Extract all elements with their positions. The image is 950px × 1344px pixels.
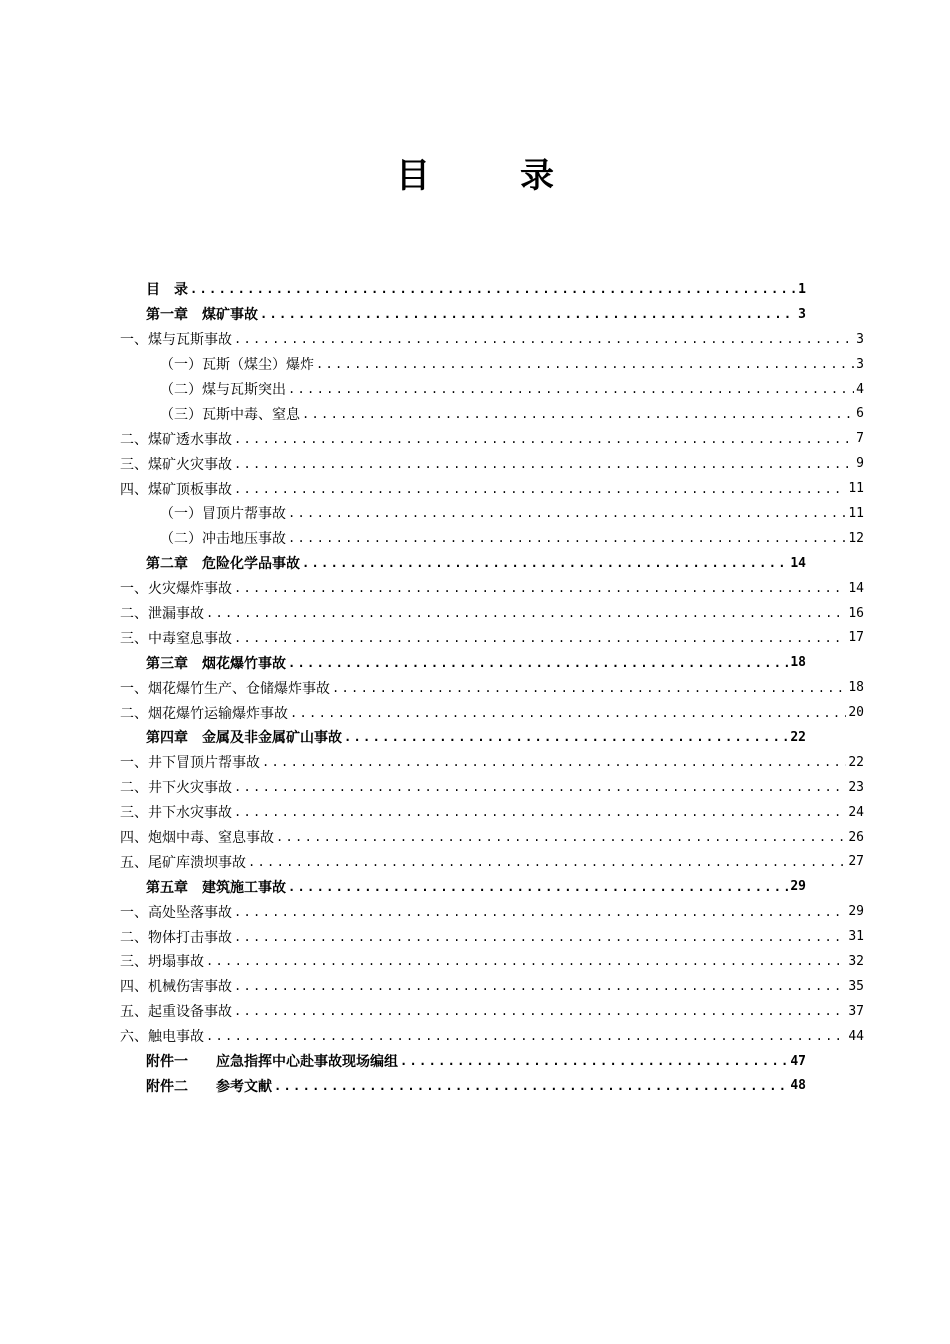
toc-entry-chapter[interactable] xyxy=(146,1049,806,1074)
toc-entry-section[interactable] xyxy=(120,426,864,451)
toc-entry-label: 第二章 危险化学品事故 xyxy=(146,556,300,573)
toc-entry-chapter[interactable] xyxy=(146,277,806,302)
toc-leader-dots xyxy=(234,430,854,448)
toc-entry-page-number: 3 xyxy=(798,306,806,322)
toc-entry-section[interactable] xyxy=(120,451,864,476)
toc-leader-dots xyxy=(290,704,846,722)
toc-entry-page-number: 9 xyxy=(856,456,864,472)
toc-entry-page-number: 29 xyxy=(790,879,806,895)
toc-entry-label: 六、触电事故 xyxy=(120,1029,204,1046)
toc-entry-label: 第三章 烟花爆竹事故 xyxy=(146,655,286,672)
toc-leader-dots xyxy=(332,679,846,697)
toc-entry-label: 三、坍塌事故 xyxy=(120,954,204,971)
toc-entry-page-number: 35 xyxy=(848,978,864,994)
toc-entry-label: 四、炮烟中毒、窒息事故 xyxy=(120,830,274,847)
toc-entry-label: 五、尾矿库溃坝事故 xyxy=(120,854,246,871)
toc-entry-section[interactable] xyxy=(120,700,864,725)
toc-entry-section[interactable] xyxy=(120,675,864,700)
toc-leader-dots xyxy=(234,330,854,348)
toc-leader-dots xyxy=(260,305,796,323)
toc-entry-label: 二、泄漏事故 xyxy=(120,606,204,623)
toc-entry-label: 附件一 应急指挥中心赴事故现场编组 xyxy=(146,1054,398,1071)
toc-entry-page-number: 6 xyxy=(856,406,864,422)
toc-entry-page-number: 3 xyxy=(856,331,864,347)
toc-leader-dots xyxy=(234,903,846,921)
toc-leader-dots xyxy=(206,604,846,622)
toc-leader-dots xyxy=(234,455,854,473)
toc-leader-dots xyxy=(288,529,846,547)
toc-entry-chapter[interactable] xyxy=(146,1074,806,1099)
toc-entry-section[interactable] xyxy=(120,924,864,949)
toc-entry-label: 目 录 xyxy=(146,282,188,299)
toc-entry-sub[interactable] xyxy=(160,352,864,377)
toc-entry-sub[interactable] xyxy=(160,526,864,551)
toc-entry-page-number: 48 xyxy=(790,1078,806,1094)
toc-entry-section[interactable] xyxy=(120,974,864,999)
toc-leader-dots xyxy=(288,380,854,398)
toc-entry-label: 附件二 参考文献 xyxy=(146,1078,272,1095)
toc-entry-page-number: 18 xyxy=(790,655,806,671)
toc-entry-section[interactable] xyxy=(120,825,864,850)
toc-leader-dots xyxy=(400,1052,788,1070)
toc-entry-sub[interactable] xyxy=(160,377,864,402)
toc-entry-page-number: 27 xyxy=(848,854,864,870)
toc-entry-chapter[interactable] xyxy=(146,551,806,576)
toc-entry-page-number: 26 xyxy=(848,829,864,845)
toc-entry-section[interactable] xyxy=(120,750,864,775)
toc-leader-dots xyxy=(206,1027,846,1045)
toc-entry-label: 二、井下火灾事故 xyxy=(120,780,232,797)
toc-entry-label: 一、火灾爆炸事故 xyxy=(120,581,232,598)
toc-entry-section[interactable] xyxy=(120,625,864,650)
toc-leader-dots xyxy=(234,928,846,946)
toc-leader-dots xyxy=(288,878,788,896)
toc-entry-label: 三、井下水灾事故 xyxy=(120,805,232,822)
toc-entry-page-number: 12 xyxy=(848,530,864,546)
toc-entry-page-number: 3 xyxy=(856,356,864,372)
toc-entry-label: 一、烟花爆竹生产、仓储爆炸事故 xyxy=(120,680,330,697)
toc-entry-page-number: 22 xyxy=(790,729,806,745)
toc-entry-section[interactable] xyxy=(120,476,864,501)
page-title: 目 录 xyxy=(396,156,582,196)
toc-entry-page-number: 29 xyxy=(848,904,864,920)
toc-leader-dots xyxy=(234,480,846,498)
toc-entry-page-number: 23 xyxy=(848,779,864,795)
toc-entry-label: （一）瓦斯（煤尘）爆炸 xyxy=(160,357,314,374)
toc-entry-page-number: 14 xyxy=(848,580,864,596)
toc-entry-section[interactable] xyxy=(120,327,864,352)
toc-entry-label: 第一章 煤矿事故 xyxy=(146,307,258,324)
toc-leader-dots xyxy=(234,778,846,796)
toc-entry-chapter[interactable] xyxy=(146,725,806,750)
toc-entry-label: 五、起重设备事故 xyxy=(120,1004,232,1021)
toc-entry-page-number: 7 xyxy=(856,431,864,447)
toc-leader-dots xyxy=(302,405,854,423)
toc-entry-label: 二、物体打击事故 xyxy=(120,929,232,946)
toc-entry-label: 一、高处坠落事故 xyxy=(120,904,232,921)
toc-leader-dots xyxy=(288,504,846,522)
toc-entry-label: 第五章 建筑施工事故 xyxy=(146,879,286,896)
toc-entry-label: 四、机械伤害事故 xyxy=(120,979,232,996)
toc-leader-dots xyxy=(234,803,846,821)
toc-entry-label: （一）冒顶片帮事故 xyxy=(160,506,286,523)
toc-entry-section[interactable] xyxy=(120,775,864,800)
toc-entry-page-number: 20 xyxy=(848,705,864,721)
toc-entry-section[interactable] xyxy=(120,899,864,924)
toc-entry-page-number: 44 xyxy=(848,1028,864,1044)
toc-entry-page-number: 16 xyxy=(848,605,864,621)
toc-entry-page-number: 31 xyxy=(848,929,864,945)
toc-entry-chapter[interactable] xyxy=(146,650,806,675)
toc-leader-dots xyxy=(274,1077,788,1095)
toc-leader-dots xyxy=(344,728,788,746)
toc-entry-page-number: 11 xyxy=(848,505,864,521)
toc-entry-page-number: 18 xyxy=(848,680,864,696)
toc-entry-label: （二）冲击地压事故 xyxy=(160,531,286,548)
toc-leader-dots xyxy=(206,952,846,970)
toc-entry-label: 二、烟花爆竹运输爆炸事故 xyxy=(120,705,288,722)
toc-entry-section[interactable] xyxy=(120,949,864,974)
toc-entry-page-number: 11 xyxy=(848,481,864,497)
toc-entry-label: 第四章 金属及非金属矿山事故 xyxy=(146,730,342,747)
toc-entry-label: （二）煤与瓦斯突出 xyxy=(160,382,286,398)
toc-entry-label: 一、煤与瓦斯事故 xyxy=(120,332,232,349)
toc-entry-section[interactable] xyxy=(120,576,864,601)
toc-leader-dots xyxy=(234,579,846,597)
toc-leader-dots xyxy=(248,853,846,871)
toc-entry-page-number: 1 xyxy=(798,281,806,297)
toc-entry-section[interactable] xyxy=(120,800,864,825)
toc-entry-page-number: 47 xyxy=(790,1053,806,1069)
toc-entry-label: （三）瓦斯中毒、窒息 xyxy=(160,406,300,423)
toc-entry-page-number: 4 xyxy=(856,381,864,397)
toc-entry-section[interactable] xyxy=(120,601,864,626)
toc-entry-page-number: 14 xyxy=(790,555,806,571)
table-of-contents xyxy=(0,277,950,1098)
toc-entry-section[interactable] xyxy=(120,849,864,874)
toc-entry-section[interactable] xyxy=(120,999,864,1024)
toc-leader-dots xyxy=(234,977,846,995)
toc-entry-page-number: 37 xyxy=(848,1003,864,1019)
toc-entry-label: 三、中毒窒息事故 xyxy=(120,630,232,647)
toc-leader-dots xyxy=(288,654,788,672)
toc-entry-page-number: 24 xyxy=(848,804,864,820)
toc-entry-page-number: 17 xyxy=(848,630,864,646)
toc-entry-label: 三、煤矿火灾事故 xyxy=(120,456,232,473)
toc-entry-page-number: 32 xyxy=(848,953,864,969)
toc-entry-sub[interactable] xyxy=(160,501,864,526)
toc-entry-label: 一、井下冒顶片帮事故 xyxy=(120,755,260,772)
toc-entry-chapter[interactable] xyxy=(146,874,806,899)
toc-leader-dots xyxy=(234,1002,846,1020)
toc-entry-sub[interactable] xyxy=(160,401,864,426)
toc-entry-label: 二、煤矿透水事故 xyxy=(120,431,232,448)
toc-leader-dots xyxy=(302,554,788,572)
toc-leader-dots xyxy=(316,355,854,373)
toc-leader-dots xyxy=(190,280,796,298)
toc-leader-dots xyxy=(276,828,846,846)
toc-entry-label: 四、煤矿顶板事故 xyxy=(120,481,232,498)
toc-leader-dots xyxy=(234,629,846,647)
toc-entry-chapter[interactable] xyxy=(146,302,806,327)
toc-entry-section[interactable] xyxy=(120,1024,864,1049)
toc-entry-page-number: 22 xyxy=(848,754,864,770)
toc-leader-dots xyxy=(262,753,846,771)
